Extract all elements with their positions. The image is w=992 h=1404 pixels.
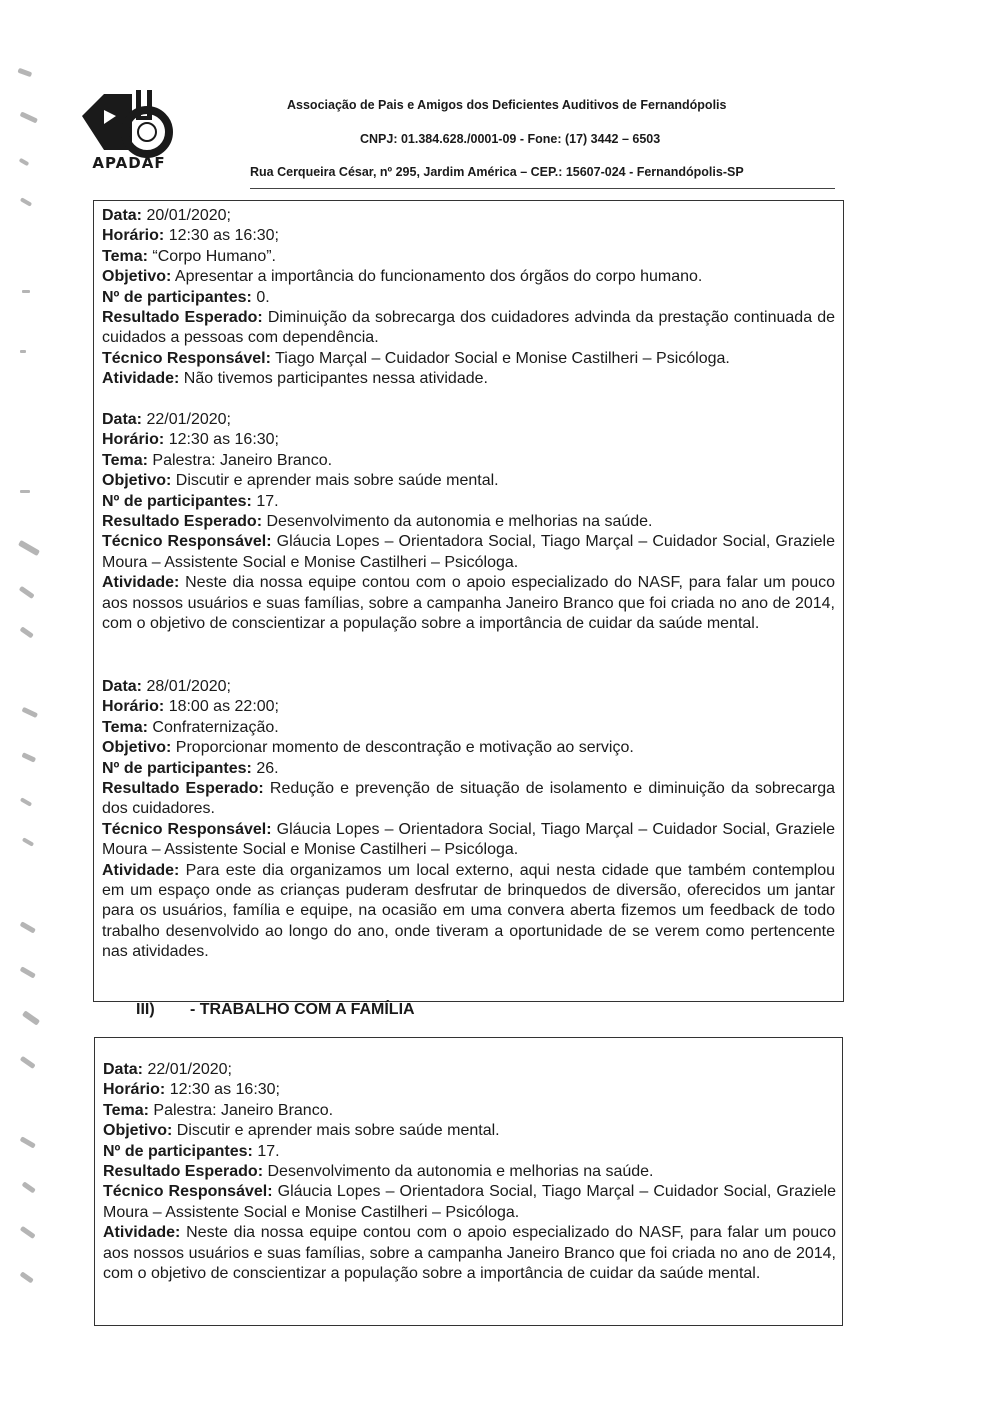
- activities-box: [93, 200, 844, 1002]
- cnpj-phone: CNPJ: 01.384.628./0001-09 - Fone: (17) 3442 – 6503: [360, 132, 661, 146]
- entry-participants: 0.: [256, 288, 270, 306]
- entry-date: 28/01/2020;: [146, 678, 231, 695]
- entry-objective: Discutir e aprender mais sobre saúde mental.: [175, 472, 499, 490]
- entry-theme: Confraternização.: [152, 718, 279, 736]
- logo-text: APADAF: [92, 154, 166, 172]
- entry-activity: Não tivemos participantes nessa atividade.: [183, 370, 488, 388]
- section-title: - TRABALHO COM A FAMÍLIA: [190, 1001, 415, 1018]
- family-activities-box: [94, 1037, 843, 1326]
- section-heading: [136, 1001, 415, 1019]
- entry-result: Desenvolvimento da autonomia e melhorias na saúde.: [267, 1163, 654, 1181]
- letterhead: [0, 0, 992, 200]
- entry-objective: Proporcionar momento de descontração e motivação ao serviço.: [175, 739, 634, 757]
- entry-technician: Gláucia Lopes – Orientadora Social, Tiago Marçal – Cuidador Social, Graziele Moura – Assistente Social e Monise Castilheri – Psicóloga.: [102, 533, 835, 571]
- entry-time: 18:00 as 22:00;: [168, 698, 279, 716]
- entry-activity: Para este dia organizamos um local externo, aqui nesta cidade que também contemplou em um espaço onde as crianças puderam desfrutar de brinquedos de diversão, oferecidos um jantar para os usuários, família e equipe, na ocasião em uma convera aberta fizemos um feedback de todo trabalho desenvolvido ao longo do ano, onde tiveram a oportunidade de se verem como pertencente nas atividades.: [102, 861, 835, 961]
- entry-objective: Apresentar a importância do funcionamento dos órgãos do corpo humano.: [174, 268, 703, 286]
- entry-participants: 17.: [257, 1142, 280, 1160]
- entry-participants: 26.: [256, 759, 279, 777]
- entry-technician: Gláucia Lopes – Orientadora Social, Tiago Marçal – Cuidador Social, Graziele Moura – Assistente Social e Monise Castilheri – Psicóloga.: [103, 1183, 836, 1221]
- activity-entry: Data: 22/01/2020; Horário: 12:30 as 16:30; Tema: Palestra: Janeiro Branco. Objetivo: Discutir e aprender mais sobre saúde mental. Nº de participantes: 17. Resultado Esperado: Desenvolvimento da autonomia e melhorias na saúde. Técnico Responsável: Gláucia Lopes – Orientadora Social, Tiago Marçal – Cuidador Social, Graziele Moura – Assistente Social e Monise Castilheri – Psicóloga. Atividade: Neste dia nossa equipe contou com o apoio especializado do NASF, para falar um pouco aos nossos usuários e suas famílias, sobre a campanha Janeiro Branco que foi criada no ano de 2014, com o objetivo de conscientizar a população sobre a importância de cuidar da saúde mental.: [102, 411, 835, 633]
- entry-theme: Palestra: Janeiro Branco.: [152, 451, 333, 469]
- entry-result: Redução e prevenção de situação de isolamento e diminuição da sobrecarga dos cuidadores.: [102, 780, 836, 818]
- entry-theme: Palestra: Janeiro Branco.: [153, 1101, 334, 1119]
- entry-activity: Neste dia nossa equipe contou com o apoio especializado do NASF, para falar um pouco aos nossos usuários e suas famílias, sobre a campanha Janeiro Branco que foi criada no ano de 2014, com o objetivo de conscientizar a população sobre a importância de cuidar da saúde mental.: [102, 574, 835, 633]
- ear-logo-icon: [74, 88, 184, 158]
- entry-activity: Neste dia nossa equipe contou com o apoio especializado do NASF, para falar um pouco aos nossos usuários e suas famílias, sobre a campanha Janeiro Branco que foi criada no ano de 2014, com o objetivo de conscientizar a população sobre a importância de cuidar da saúde mental.: [103, 1224, 836, 1283]
- entry-technician: Tiago Marçal – Cuidador Social e Monise Castilheri – Psicóloga.: [275, 349, 730, 367]
- entry-theme: “Corpo Humano”.: [152, 247, 276, 265]
- apadaf-logo: [74, 88, 184, 172]
- entry-time: 12:30 as 16:30;: [169, 1081, 280, 1099]
- scan-edge-marks: [0, 50, 60, 1310]
- section-number: III): [136, 1001, 155, 1018]
- entry-time: 12:30 as 16:30;: [168, 227, 279, 245]
- address: Rua Cerqueira César, nº 295, Jardim América – CEP.: 15607-024 - Fernandópolis-SP: [250, 165, 744, 179]
- entry-date: 22/01/2020;: [147, 1061, 232, 1078]
- activity-entry: Data: 20/01/2020; Horário: 12:30 as 16:30; Tema: “Corpo Humano”. Objetivo: Apresentar a importância do funcionamento dos órgãos do corpo humano. Nº de participantes: 0. Resultado Esperado: Diminuição da sobrecarga dos cuidadores advinda da prestação continuada de cuidados a pessoas com dependência. Técnico Responsável: Tiago Marçal – Cuidador Social e Monise Castilheri – Psicóloga. Atividade: Não tivemos participantes nessa atividade.: [102, 207, 836, 388]
- activity-entry: Data: 28/01/2020; Horário: 18:00 as 22:00; Tema: Confraternização. Objetivo: Proporcionar momento de descontração e motivação ao serviço. Nº de participantes: 26. Resultado Esperado: Redução e prevenção de situação de isolamento e diminuição da sobrecarga dos cuidadores. Técnico Responsável: Gláucia Lopes – Orientadora Social, Tiago Marçal – Cuidador Social, Graziele Moura – Assistente Social e Monise Castilheri – Psicóloga. Atividade: Para este dia organizamos um local externo, aqui nesta cidade que também contemplou em um espaço onde as crianças puderam desfrutar de brinquedos de diversão, oferecidos um jantar para os usuários, família e equipe, na ocasião em uma convera aberta fizemos um feedback de todo trabalho desenvolvido ao longo do ano, onde tiveram a oportunidade de se verem como pertencente nas atividades.: [102, 678, 836, 961]
- entry-time: 12:30 as 16:30;: [168, 431, 279, 449]
- org-name: Associação de Pais e Amigos dos Deficientes Auditivos de Fernandópolis: [287, 98, 727, 112]
- activity-entry: Data: 22/01/2020; Horário: 12:30 as 16:30; Tema: Palestra: Janeiro Branco. Objetivo: Discutir e aprender mais sobre saúde mental. Nº de participantes: 17. Resultado Esperado: Desenvolvimento da autonomia e melhorias na saúde. Técnico Responsável: Gláucia Lopes – Orientadora Social, Tiago Marçal – Cuidador Social, Graziele Moura – Assistente Social e Monise Castilheri – Psicóloga. Atividade: Neste dia nossa equipe contou com o apoio especializado do NASF, para falar um pouco aos nossos usuários e suas famílias, sobre a campanha Janeiro Branco que foi criada no ano de 2014, com o objetivo de conscientizar a população sobre a importância de cuidar da saúde mental.: [103, 1061, 836, 1283]
- entry-objective: Discutir e aprender mais sobre saúde mental.: [176, 1122, 500, 1140]
- entry-participants: 17.: [256, 492, 279, 510]
- header-divider: [250, 188, 835, 189]
- entry-technician: Gláucia Lopes – Orientadora Social, Tiago Marçal – Cuidador Social, Graziele Moura – Assistente Social e Monise Castilheri – Psicóloga.: [102, 820, 835, 859]
- entry-result: Diminuição da sobrecarga dos cuidadores advinda da prestação continuada de cuidados a pessoas com dependência.: [102, 309, 836, 347]
- entry-date: 20/01/2020;: [146, 207, 231, 224]
- entry-result: Desenvolvimento da autonomia e melhorias na saúde.: [266, 513, 653, 531]
- entry-date: 22/01/2020;: [146, 411, 231, 428]
